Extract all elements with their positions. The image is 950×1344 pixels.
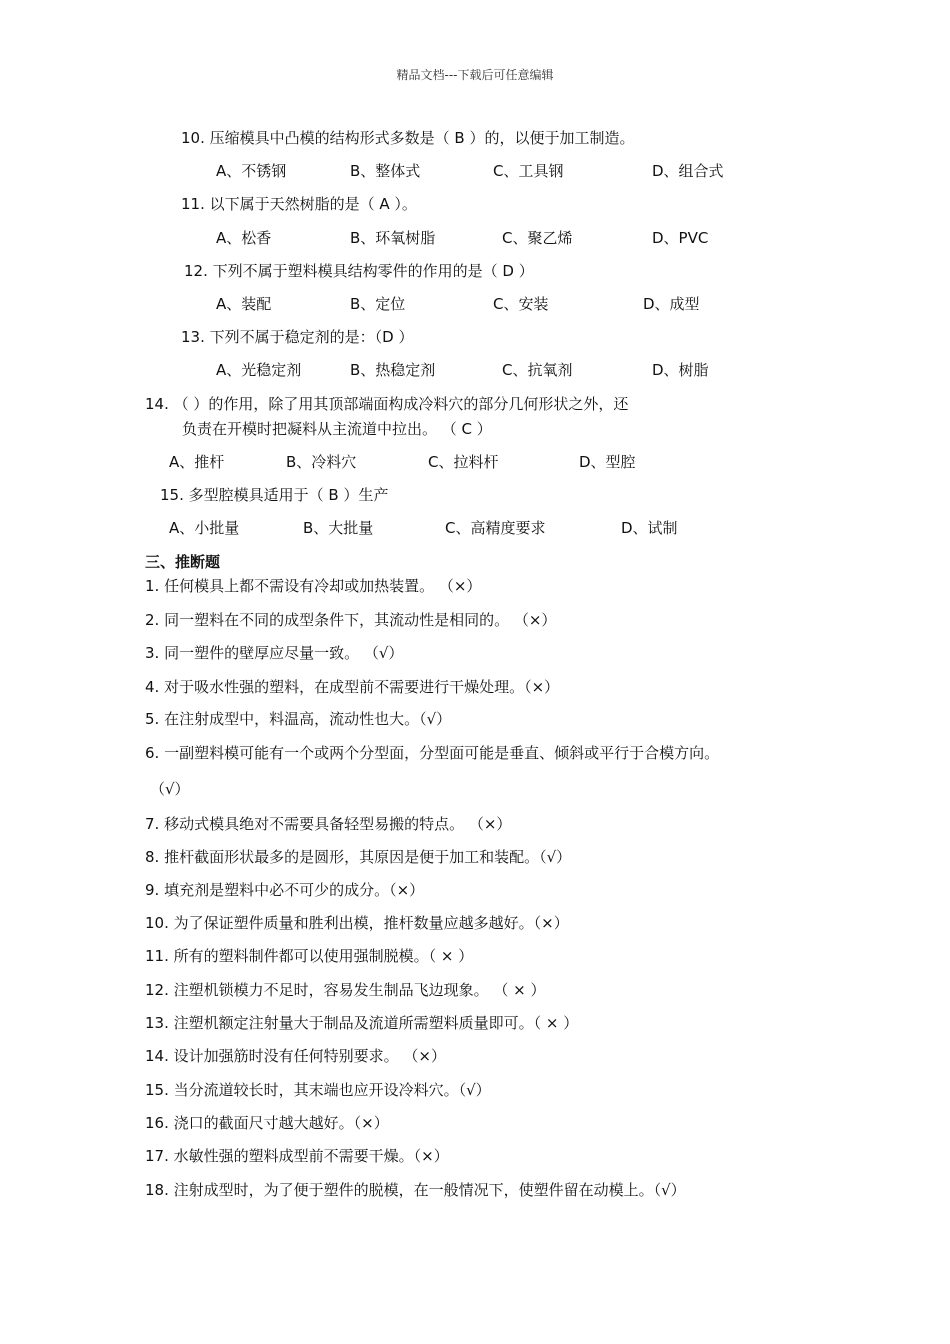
option-a: A、小批量	[169, 519, 240, 537]
option-b: B、环氧树脂	[350, 229, 436, 247]
judge-item-14: 14. 设计加强筋时没有任何特别要求。 （×）	[145, 1047, 446, 1065]
option-c: C、工具钢	[493, 162, 564, 180]
question-15: 15. 多型腔模具适用于（ B ）生产	[160, 486, 389, 504]
judge-item-8: 8. 推杆截面形状最多的是圆形，其原因是便于加工和装配。（√）	[145, 848, 572, 866]
page-header: 精品文档---下载后可任意编辑	[396, 68, 554, 82]
option-b: B、大批量	[303, 519, 374, 537]
judge-item-2: 2. 同一塑料在不同的成型条件下，其流动性是相同的。 （×）	[145, 611, 557, 629]
option-a: A、推杆	[169, 453, 225, 471]
judge-item-18: 18. 注射成型时，为了便于塑件的脱模，在一般情况下，使塑件留在动模上。（√）	[145, 1181, 686, 1199]
judge-item-6-answer: （√）	[150, 780, 190, 798]
judge-item-1: 1. 任何模具上都不需设有冷却或加热装置。 （×）	[145, 577, 482, 595]
option-d: D、试制	[621, 519, 678, 537]
question-14-continued: 负责在开模时把凝料从主流道中拉出。 （ C ）	[182, 420, 492, 438]
option-c: C、高精度要求	[445, 519, 546, 537]
option-c: C、拉料杆	[428, 453, 499, 471]
judge-item-17: 17. 水敏性强的塑料成型前不需要干燥。（×）	[145, 1147, 449, 1165]
option-d: D、PVC	[652, 229, 709, 247]
judge-item-11: 11. 所有的塑料制件都可以使用强制脱模。（ × ）	[145, 947, 474, 965]
option-c: C、安装	[493, 295, 549, 313]
option-c: C、抗氧剂	[502, 361, 573, 379]
judge-item-3: 3. 同一塑件的壁厚应尽量一致。 （√）	[145, 644, 404, 662]
judge-item-5: 5. 在注射成型中，料温高，流动性也大。（√）	[145, 710, 452, 728]
judge-item-6: 6. 一副塑料模可能有一个或两个分型面，分型面可能是垂直、倾斜或平行于合模方向。	[145, 744, 720, 762]
option-a: A、松香	[216, 229, 272, 247]
judge-item-15: 15. 当分流道较长时，其末端也应开设冷料穴。（√）	[145, 1081, 491, 1099]
option-a: A、不锈钢	[216, 162, 287, 180]
option-b: B、冷料穴	[286, 453, 357, 471]
option-a: A、光稳定剂	[216, 361, 302, 379]
option-d: D、成型	[643, 295, 700, 313]
question-11: 11. 以下属于天然树脂的是（ A ）。	[181, 195, 417, 213]
option-c: C、聚乙烯	[502, 229, 573, 247]
judge-item-7: 7. 移动式模具绝对不需要具备轻型易搬的特点。 （×）	[145, 815, 512, 833]
option-b: B、定位	[350, 295, 406, 313]
section-title: 三、推断题	[145, 553, 221, 571]
judge-item-4: 4. 对于吸水性强的塑料，在成型前不需要进行干燥处理。（×）	[145, 678, 560, 696]
judge-item-9: 9. 填充剂是塑料中必不可少的成分。（×）	[145, 881, 425, 899]
option-d: D、组合式	[652, 162, 724, 180]
option-b: B、热稳定剂	[350, 361, 436, 379]
question-14: 14. （ ）的作用，除了用其顶部端面构成冷料穴的部分几何形状之外，还	[145, 395, 629, 413]
judge-item-16: 16. 浇口的截面尺寸越大越好。（×）	[145, 1114, 389, 1132]
judge-item-10: 10. 为了保证塑件质量和胜利出模，推杆数量应越多越好。（×）	[145, 914, 569, 932]
judge-item-12: 12. 注塑机锁模力不足时，容易发生制品飞边现象。 （ × ）	[145, 981, 546, 999]
question-12: 12. 下列不属于塑料模具结构零件的作用的是（ D ）	[184, 262, 534, 280]
question-13: 13. 下列不属于稳定剂的是：（D ）	[181, 328, 414, 346]
question-10: 10. 压缩模具中凸模的结构形式多数是（ B ）的，以便于加工制造。	[181, 129, 635, 147]
option-b: B、整体式	[350, 162, 421, 180]
option-d: D、型腔	[579, 453, 636, 471]
option-d: D、树脂	[652, 361, 709, 379]
option-a: A、装配	[216, 295, 272, 313]
judge-item-13: 13. 注塑机额定注射量大于制品及流道所需塑料质量即可。（ × ）	[145, 1014, 579, 1032]
